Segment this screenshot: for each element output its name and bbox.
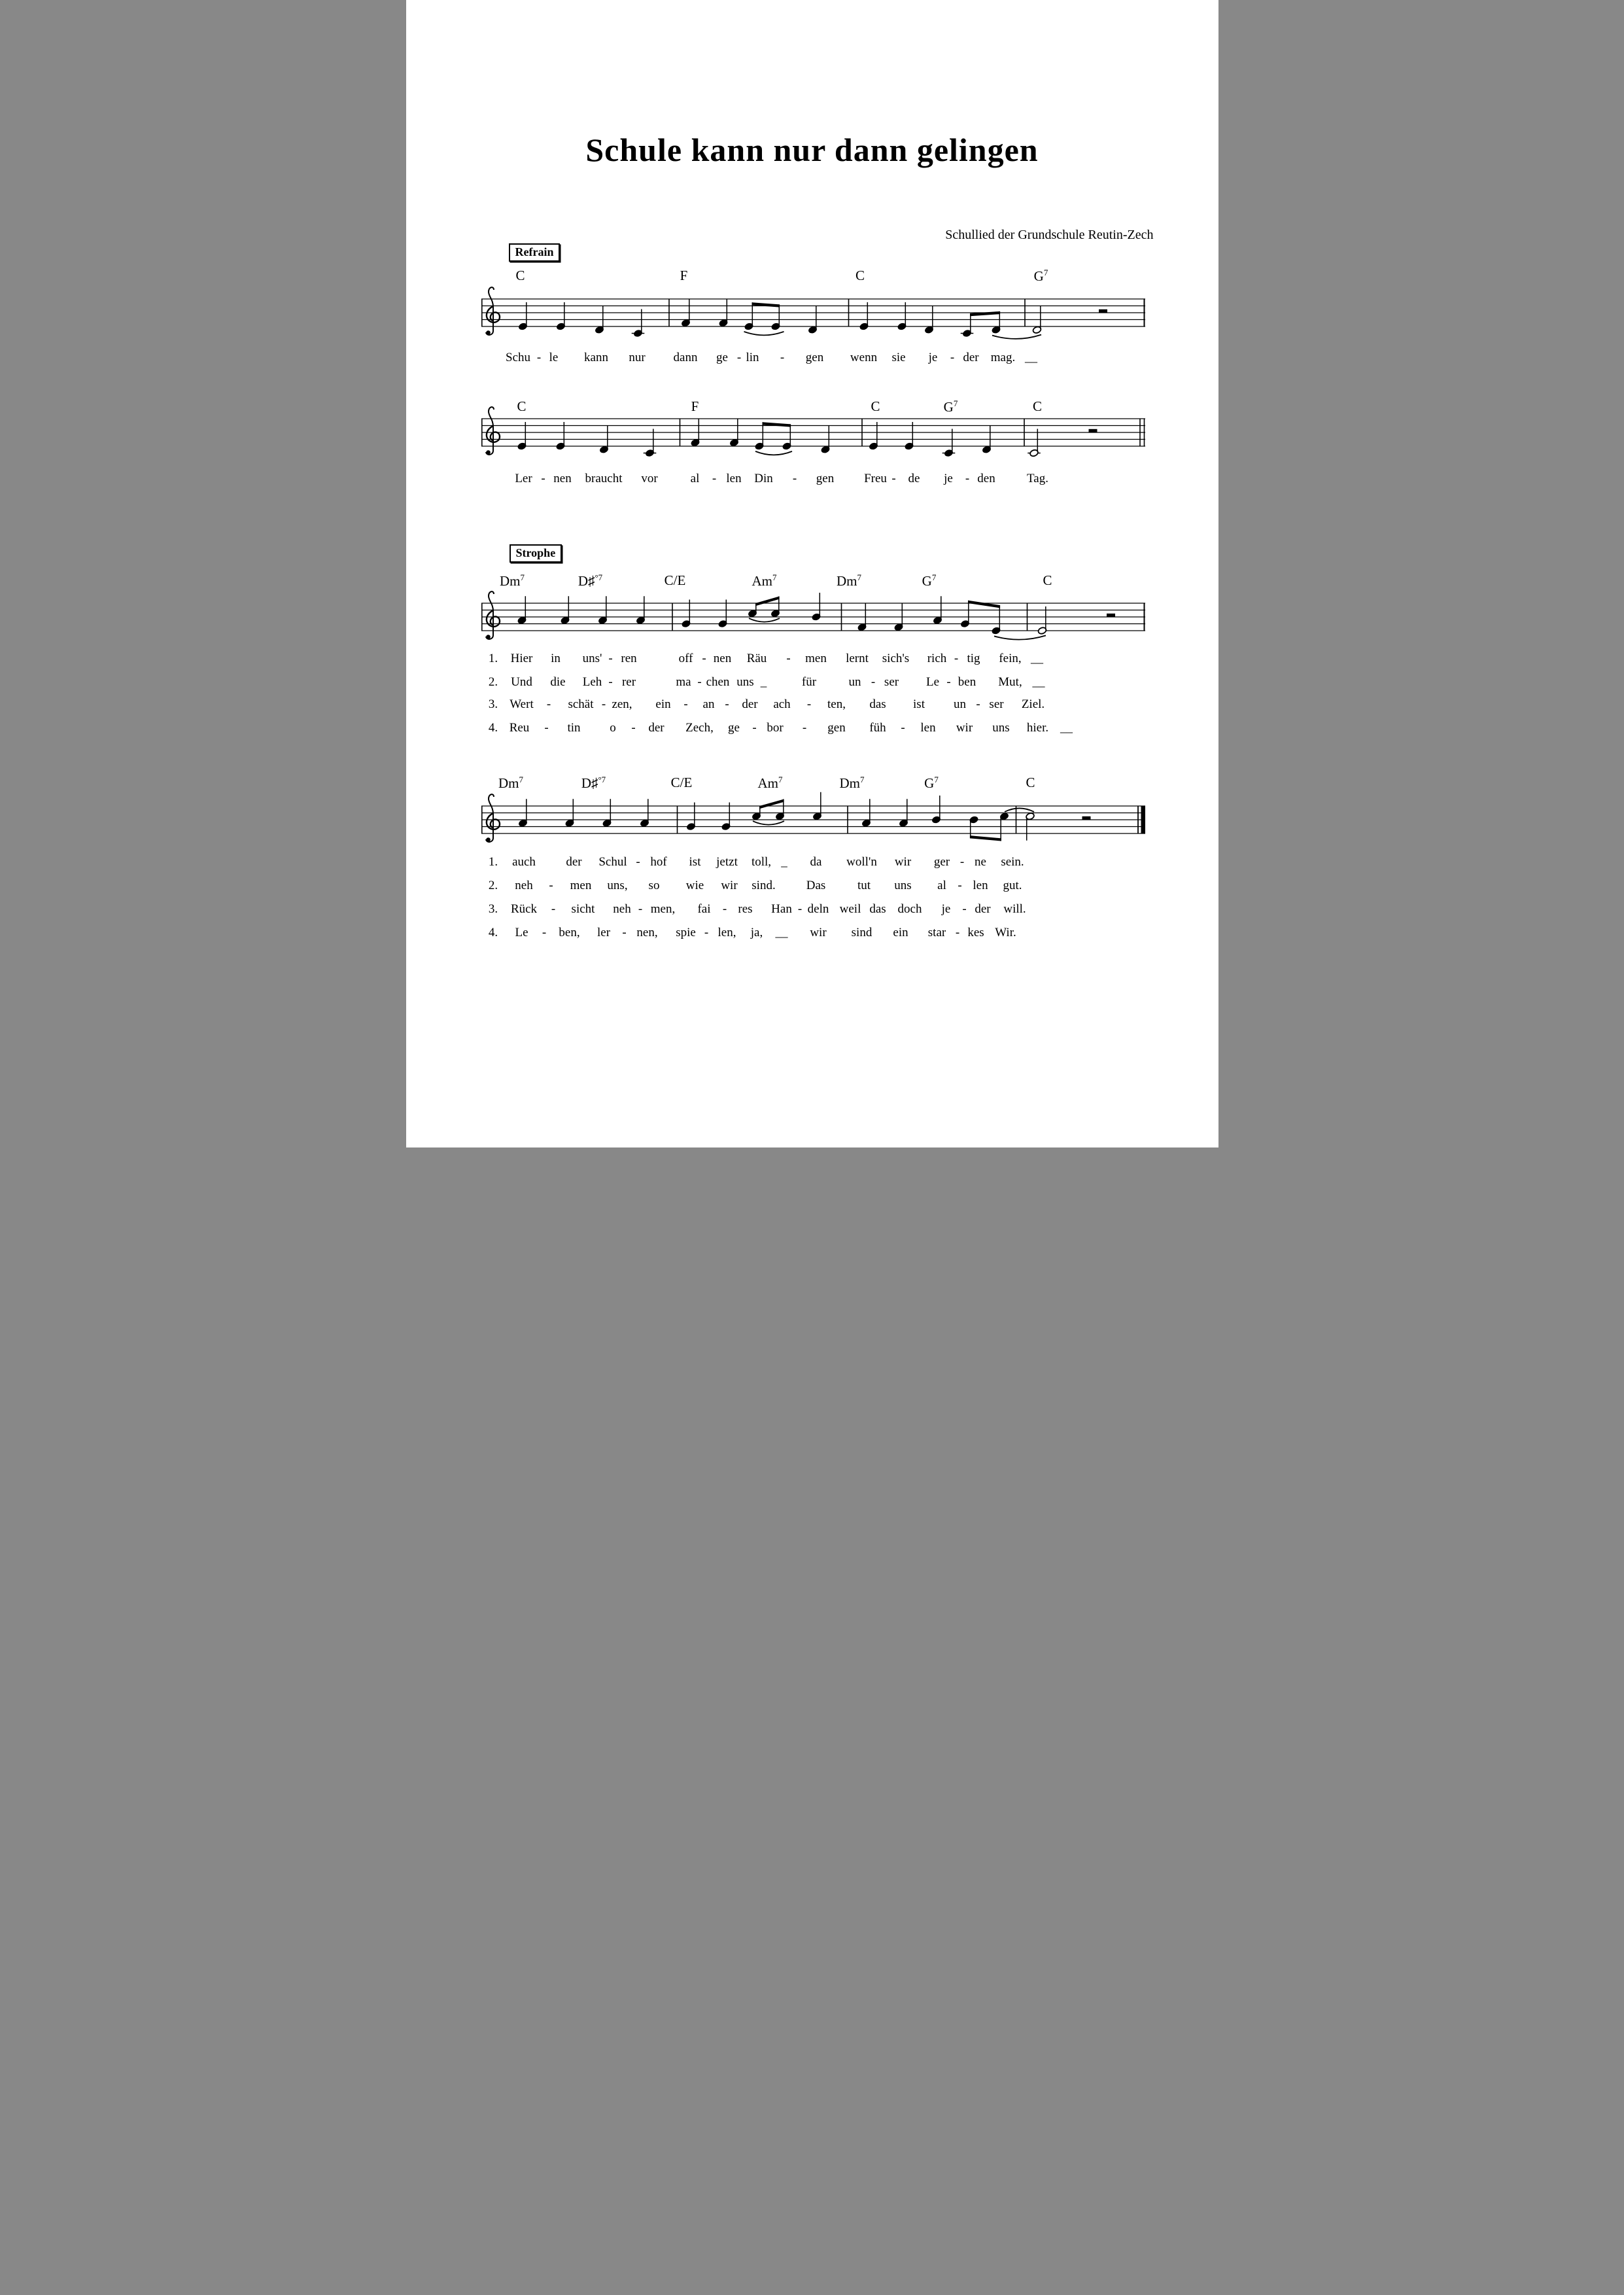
lyric-syllable: _ [781,855,787,869]
lyric-syllable: ist [913,697,925,711]
section-label-refrain: Refrain [509,243,561,262]
slur [994,635,1046,639]
chord-symbol: C [515,268,525,283]
lyric-hyphen: - [786,651,791,665]
lyric-syllable: will. [1003,902,1026,916]
chord-symbol: D♯$^{^\circ 7}$ [581,774,606,791]
lyric-syllable: schät [568,697,594,711]
lyric-syllable: Mut, [998,674,1022,689]
lyric-syllable: ger [933,855,950,869]
slur [992,335,1041,339]
lyric-syllable: jetzt [716,855,738,869]
lyric-syllable: ge [716,350,728,364]
lyric-syllable: gut. [1003,879,1022,892]
lyric-syllable: da [810,855,822,869]
lyric-syllable: 2. [488,674,498,689]
lyric-syllable: sind [851,926,872,939]
lyric-syllable: lin [746,350,759,364]
lyric-syllable: nen [713,651,732,665]
lyric-syllable: so [648,879,660,892]
lyric-syllable: Le [515,926,528,939]
treble-clef-icon [486,407,500,455]
lyric-hyphen: - [976,697,980,711]
lyric-syllable: ne [975,855,986,869]
chord-symbol: Am$^7$ [752,572,777,589]
lyric-syllable: sind. [752,879,776,892]
treble-clef-icon [486,591,500,639]
lyric-syllable: woll'n [846,855,877,869]
lyric-syllable: __ [1031,651,1043,665]
chord-symbol: $G^7$ [1033,268,1048,284]
lyric-syllable: Reu [509,721,530,735]
song-subtitle: Schullied der Grundschule Reutin-Zech [945,228,1154,242]
lyric-syllable: Han [771,902,792,916]
lyric-syllable: Wir. [995,926,1016,939]
lyric-syllable: auch [512,855,536,869]
lyric-syllable: neh [515,879,533,892]
lyric-hyphen: - [636,855,640,869]
lyric-syllable: __ [1032,674,1045,689]
lyric-syllable: res [738,902,753,916]
half-rest [1099,309,1107,313]
lyric-syllable: wenn [850,350,878,364]
lyric-hyphen: - [551,902,556,916]
lyric-syllable: uns [736,674,754,689]
lyric-syllable: 3. [488,697,498,711]
lyric-hyphen: - [792,471,797,485]
lyric-hyphen: - [722,902,727,916]
lyric-syllable: ein [655,697,671,711]
lyric-syllable: in [551,651,561,665]
lyric-hyphen: - [959,855,965,869]
lyric-hyphen: - [780,350,785,364]
lyric-hyphen: - [946,674,951,689]
sheet-music-page [406,0,1218,1148]
lyric-syllable: doch [897,902,922,916]
lyric-syllable: o [610,721,616,735]
lyric-syllable: das [869,697,886,711]
lyric-syllable: Das [806,879,826,892]
lyric-syllable: wir [956,721,973,735]
lyric-syllable: Zech, [685,721,714,735]
lyric-syllable: der [566,855,582,869]
lyric-syllable: 4. [488,721,498,735]
lyric-syllable: ten, [827,697,846,711]
lyric-syllable: Leh [582,674,602,689]
lyric-syllable: ma [676,674,691,689]
lyric-syllable: 4. [488,926,498,939]
lyric-syllable: sein. [1001,855,1024,869]
lyrics-line [406,926,1218,941]
lyric-syllable: bor [767,721,784,735]
chord-symbol: Am$^7$ [757,774,783,791]
lyric-syllable: füh [869,721,886,735]
lyric-syllable: spie [676,926,696,939]
lyric-syllable: un [848,674,861,689]
lyric-hyphen: - [806,697,812,711]
chord-symbol: Dm$^7$ [498,774,523,791]
lyric-hyphen: - [802,721,807,735]
lyric-syllable: Din [754,471,773,485]
lyrics-line [406,472,1218,487]
lyric-syllable: gen [816,471,835,485]
lyric-syllable: ben, [559,926,580,939]
chord-symbol: F [680,268,688,283]
lyric-syllable: Ziel. [1021,697,1045,711]
lyric-syllable: wir [810,926,827,939]
lyric-hyphen: - [901,721,905,735]
lyric-hyphen: - [549,879,553,892]
lyrics-line [406,675,1218,691]
lyric-syllable: de [908,471,920,485]
lyric-syllable: ach [773,697,791,711]
lyrics-line [406,652,1218,667]
lyric-hyphen: - [541,471,545,485]
lyric-syllable: Schul [598,855,627,869]
chord-symbol: Dm$^7$ [839,774,865,791]
lyric-hyphen: - [704,926,709,939]
lyric-syllable: len, [717,926,736,939]
lyric-hyphen: - [601,697,606,711]
lyric-syllable: ja, [750,926,763,939]
lyric-syllable: Rück [510,902,538,916]
chord-symbol: C [855,268,865,283]
lyric-syllable: der [648,721,665,735]
lyric-syllable: lernt [846,651,869,665]
lyric-syllable: die [550,674,566,689]
chord-symbol: C [1043,572,1052,588]
lyric-syllable: rer [621,674,636,689]
lyric-syllable: sie [891,350,906,364]
lyric-syllable: der [742,697,758,711]
lyric-syllable: len [973,879,988,892]
lyric-hyphen: - [683,697,688,711]
lyric-syllable: men [805,651,827,665]
lyric-hyphen: - [736,350,742,364]
lyric-syllable: deln [807,902,829,916]
lyric-hyphen: - [702,651,706,665]
lyric-syllable: 1. [488,651,498,665]
lyric-syllable: Ler [515,471,532,485]
lyric-syllable: len [920,721,936,735]
half-rest [1082,816,1090,819]
lyric-syllable: uns' [582,651,602,665]
lyric-hyphen: - [965,471,970,485]
chord-symbol: D♯$^{^\circ 7}$ [578,572,603,589]
lyrics-line [406,697,1218,713]
lyric-syllable: den [977,471,995,485]
slur [744,332,784,336]
lyric-syllable: der [963,350,979,364]
lyric-syllable: chen [706,674,730,689]
lyric-syllable: das [869,902,886,916]
lyrics-line [406,351,1218,366]
chord-symbol: C/E [670,774,693,790]
lyric-syllable: fai [697,902,711,916]
lyric-syllable: men [570,879,592,892]
lyric-syllable: braucht [585,471,623,485]
lyric-syllable: zen, [612,697,632,711]
lyric-syllable: sich's [882,651,910,665]
lyric-syllable: Hier [510,651,533,665]
lyric-syllable: Le [925,674,940,689]
lyric-syllable: nur [629,350,646,364]
lyric-syllable: un [954,697,966,711]
chord-symbol: C [517,398,527,414]
lyric-syllable: ser [989,697,1004,711]
lyric-hyphen: - [752,721,757,735]
lyric-syllable: fein, [999,651,1022,665]
lyric-syllable: ein [893,926,908,939]
lyric-hyphen: - [608,674,613,689]
lyrics-line [406,902,1218,918]
lyric-syllable: tut [857,879,871,892]
chord-symbol: $G^7$ [922,572,937,589]
lyric-syllable: _ [760,674,767,689]
lyric-syllable: Wert [510,697,534,711]
lyric-hyphen: - [797,902,803,916]
lyric-syllable: ge [728,721,740,735]
lyrics-line [406,721,1218,737]
lyrics-line [406,855,1218,871]
lyric-syllable: 1. [488,855,498,869]
lyric-syllable: mag. [990,350,1016,364]
chord-symbol: C [1032,398,1043,414]
lyric-hyphen: - [725,697,729,711]
lyric-syllable: nen [553,471,572,485]
lyric-hyphen: - [950,350,955,364]
lyric-syllable: tin [567,721,581,735]
section-label-strophe: Strophe [510,544,562,563]
lyric-hyphen: - [958,879,962,892]
lyric-hyphen: - [631,721,636,735]
lyric-syllable: je [944,471,953,485]
lyric-syllable: off [678,651,693,665]
lyric-hyphen: - [954,651,959,665]
lyric-hyphen: - [536,350,542,364]
slur [1005,808,1034,812]
lyric-syllable: __ [1060,721,1073,735]
chord-symbol: $G^7$ [924,774,939,791]
lyric-syllable: Freu [864,471,887,485]
lyric-syllable: rich [927,651,947,665]
lyric-syllable: uns [894,879,912,892]
lyric-syllable: tig [967,651,980,665]
lyric-syllable: ser [884,674,899,689]
lyric-syllable: wie [685,879,704,892]
lyric-syllable: __ [775,926,788,939]
lyric-syllable: al [937,879,946,892]
lyric-syllable: le [549,350,559,364]
lyric-syllable: Tag. [1027,471,1048,485]
lyric-hyphen: - [697,674,702,689]
lyric-syllable: wir [721,879,738,892]
lyric-syllable: dann [673,350,698,364]
song-title: Schule kann nur dann gelingen [585,131,1039,168]
lyric-syllable: sicht [571,902,595,916]
lyric-hyphen: - [962,902,967,916]
lyric-hyphen: - [638,902,643,916]
lyric-hyphen: - [542,926,547,939]
lyric-syllable: Räu [746,651,767,665]
lyric-syllable: ler [596,926,611,939]
lyric-syllable: len [726,471,742,485]
lyric-syllable: hier. [1026,721,1049,735]
lyric-syllable: neh [613,902,631,916]
lyric-hyphen: - [546,697,551,711]
chord-symbol: C/E [664,572,686,588]
lyric-syllable: je [941,902,951,916]
lyric-syllable: ben [958,674,976,689]
lyric-syllable: al [690,471,700,485]
lyric-syllable: kann [584,350,608,364]
lyric-hyphen: - [544,721,549,735]
lyric-syllable: vor [641,471,658,485]
lyric-syllable: toll, [751,855,772,869]
lyric-syllable: je [928,350,938,364]
treble-clef-icon [486,287,500,335]
lyric-syllable: Und [511,674,532,689]
slur [749,618,780,622]
lyric-hyphen: - [608,651,613,665]
chord-symbol: C [871,398,880,414]
lyrics-line [406,879,1218,894]
lyric-hyphen: - [712,471,717,485]
lyric-hyphen: - [891,471,896,485]
chord-symbol: C [1026,774,1035,790]
lyric-syllable: nen, [636,926,658,939]
lyric-syllable: wir [894,855,912,869]
lyric-syllable: __ [1025,350,1037,364]
treble-clef-icon [486,794,500,842]
lyric-syllable: der [975,902,991,916]
lyric-syllable: hof [650,855,667,869]
lyric-syllable: star [927,926,946,939]
lyric-syllable: weil [839,902,861,916]
lyric-syllable: Schu [506,350,530,364]
chord-symbol: $G^7$ [943,398,958,415]
lyric-syllable: 3. [488,902,498,916]
lyric-syllable: kes [967,926,984,939]
lyric-hyphen: - [622,926,627,939]
chord-symbol: F [691,398,699,414]
lyric-hyphen: - [955,926,960,939]
lyric-syllable: gen [805,350,824,364]
half-rest [1088,429,1097,432]
lyric-syllable: men, [650,902,676,916]
lyric-syllable: ren [621,651,637,665]
chord-symbol: Dm$^7$ [837,572,861,589]
chord-symbol: Dm$^7$ [500,572,525,589]
lyric-syllable: gen [827,721,846,735]
lyric-syllable: für [801,674,817,689]
lyric-syllable: ist [689,855,701,869]
lyric-hyphen: - [871,674,876,689]
lyric-syllable: uns [992,721,1010,735]
lyric-syllable: an [702,697,715,711]
slur [755,451,792,455]
lyric-syllable: uns, [607,879,628,892]
slur [753,821,784,825]
lyric-syllable: 2. [488,879,498,892]
half-rest [1107,613,1115,616]
